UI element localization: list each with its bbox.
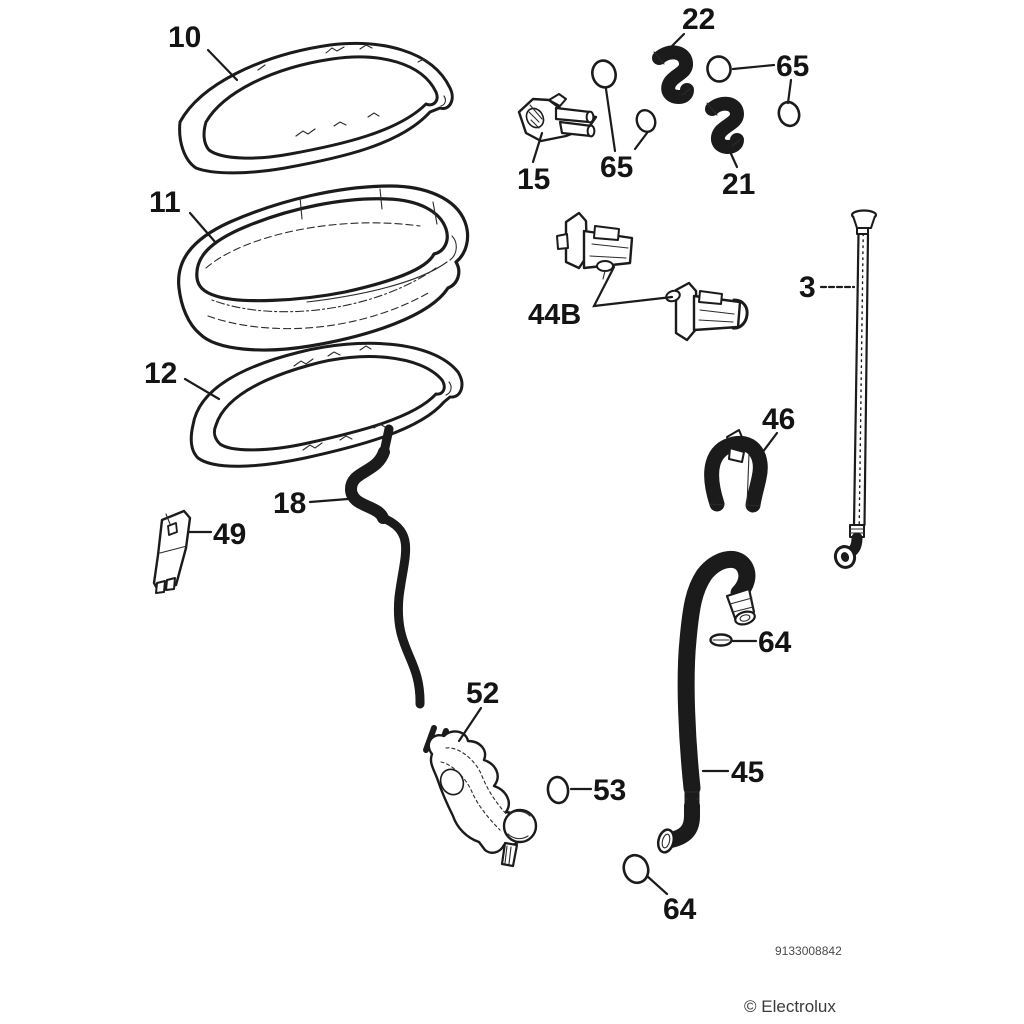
leader-line-10 <box>208 50 237 80</box>
part-52-air-trap <box>426 728 536 866</box>
part-22-elbow-hose <box>654 52 690 97</box>
leader-line-52 <box>459 708 481 741</box>
part-53-o-ring <box>546 776 569 805</box>
part-21-elbow-hose <box>707 103 740 147</box>
part-label-12: 12 <box>144 357 178 390</box>
leader-line-65-right-a <box>733 65 774 69</box>
part-44b-hinge-right <box>665 283 747 340</box>
part-64-seal-top <box>711 635 732 646</box>
part-label-65-mid: 65 <box>600 151 634 184</box>
part-65-seal-d <box>776 100 802 129</box>
part-49-bracket <box>154 511 190 593</box>
part-11-lid-body <box>179 186 468 350</box>
part-label-22: 22 <box>682 3 716 36</box>
leader-line-65-right-b <box>788 80 791 103</box>
part-label-21: 21 <box>722 168 756 201</box>
copyright-brand: © Electrolux <box>744 997 836 1016</box>
part-65-seal-c <box>706 55 733 84</box>
part-label-52: 52 <box>466 677 500 710</box>
part-65-seal-b <box>634 108 658 135</box>
part-label-44b: 44B <box>528 299 582 331</box>
part-label-10: 10 <box>168 21 202 54</box>
part-label-18: 18 <box>273 487 307 520</box>
leader-line-44b <box>594 267 672 306</box>
leader-line-18 <box>310 499 348 502</box>
part-label-64-top: 64 <box>758 626 792 659</box>
part-label-53: 53 <box>593 774 627 807</box>
part-label-11: 11 <box>149 186 181 219</box>
part-12-inner-lid-frame <box>191 343 462 466</box>
leader-line-65-mid-b <box>635 133 647 149</box>
leader-line-46 <box>759 433 777 457</box>
part-label-65-right: 65 <box>776 50 810 83</box>
leader-line-64-bottom <box>647 876 667 894</box>
part-3-inlet-tube <box>833 211 876 570</box>
part-label-46: 46 <box>762 403 796 436</box>
part-label-49: 49 <box>213 518 247 551</box>
part-46-hose-guide <box>710 430 760 506</box>
part-18-pressure-hose <box>351 429 420 704</box>
part-label-3: 3 <box>799 271 816 304</box>
part-label-15: 15 <box>517 163 551 196</box>
part-15-door-latch <box>519 94 596 141</box>
document-code: 9133008842 <box>775 944 842 958</box>
part-44b-hinge-left <box>557 213 632 279</box>
leader-line-65-mid-a <box>606 89 615 151</box>
part-label-64-bottom: 64 <box>663 893 697 926</box>
part-45-drain-hose <box>656 559 756 854</box>
part-65-seal-a <box>589 58 619 90</box>
part-label-45: 45 <box>731 756 765 789</box>
part-64-seal-bottom <box>620 852 652 887</box>
